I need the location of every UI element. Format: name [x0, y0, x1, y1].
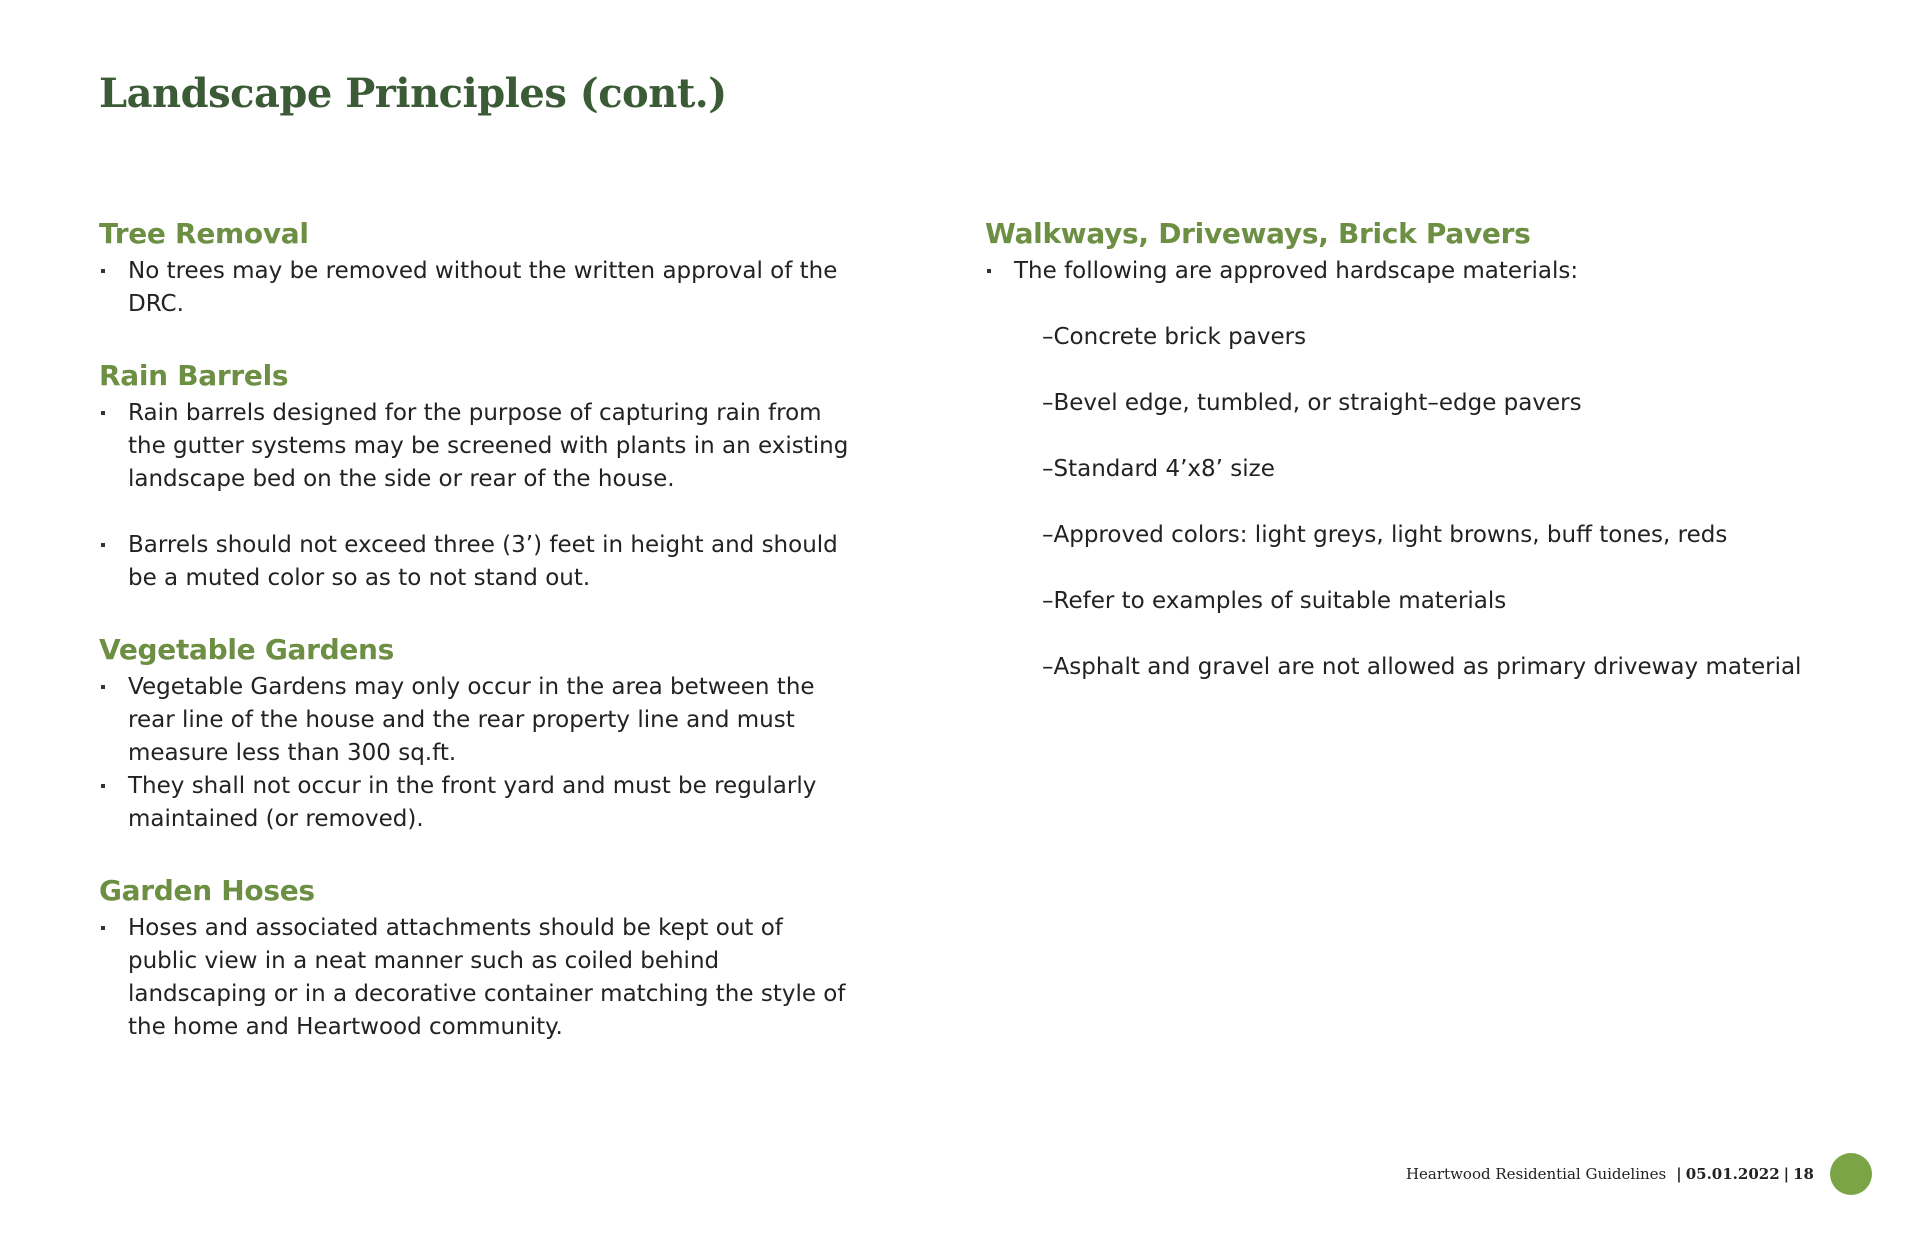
material-item: –Approved colors: light greys, light browns, buff tones, reds: [1042, 522, 1728, 548]
section-vegetable-gardens: [99, 629, 859, 836]
section-heading: Rain Barrels: [99, 359, 289, 392]
bullet-item: The following are approved hardscape materials:: [985, 255, 1805, 288]
bullet-icon: [101, 269, 105, 273]
material-item: –Refer to examples of suitable materials: [1042, 588, 1507, 614]
bullet-item: Hoses and associated attachments should be kept out of public view in a neat manner such as coiled behind landscaping or in a decorative container matching the style of the home and Heartwood community.: [99, 912, 859, 1044]
right-column: [985, 213, 1805, 718]
section-heading: Vegetable Gardens: [99, 633, 395, 666]
footer-separator: |: [1783, 1165, 1790, 1183]
bullet-item: Vegetable Gardens may only occur in the area between the rear line of the house and the rear property line and must measure less than 300 sq.ft.: [99, 671, 859, 770]
bullet-list: [99, 255, 859, 321]
bullet-list: [99, 912, 859, 1044]
section-heading: Tree Removal: [99, 217, 309, 250]
material-item: –Asphalt and gravel are not allowed as primary driveway material: [1042, 654, 1802, 680]
material-item: –Standard 4’x8’ size: [1042, 456, 1275, 482]
material-item: –Bevel edge, tumbled, or straight–edge pavers: [1042, 390, 1582, 416]
bullet-icon: [101, 685, 105, 689]
bullet-icon: [101, 784, 105, 788]
materials-list: [985, 321, 1805, 684]
material-item: –Concrete brick pavers: [1042, 324, 1307, 350]
page-title: Landscape Principles (cont.): [99, 70, 727, 117]
section-tree-removal: [99, 213, 859, 321]
bullet-icon: [101, 411, 105, 415]
bullet-item: They shall not occur in the front yard and must be regularly maintained (or removed).: [99, 770, 859, 836]
section-heading: Garden Hoses: [99, 874, 315, 907]
footer-meta: [1676, 1165, 1814, 1183]
bullet-list: [99, 397, 859, 595]
footer-date: 05.01.2022: [1685, 1165, 1780, 1183]
bullet-icon: [987, 269, 991, 273]
page-number: 18: [1793, 1165, 1814, 1183]
section-heading: Walkways, Driveways, Brick Pavers: [985, 217, 1531, 250]
footer-separator: |: [1676, 1165, 1682, 1183]
bullet-icon: [101, 543, 105, 547]
bullet-item: Barrels should not exceed three (3’) feet in height and should be a muted color so as to not stand out.: [99, 529, 859, 595]
bullet-icon: [101, 926, 105, 930]
section-walkways-driveways-pavers: [985, 213, 1805, 684]
bullet-list: [985, 255, 1805, 288]
bullet-list: [99, 671, 859, 836]
footer-doc-title: Heartwood Residential Guidelines: [1405, 1165, 1667, 1183]
section-rain-barrels: [99, 355, 859, 595]
left-column: [99, 213, 859, 1078]
green-dot-icon: [1830, 1153, 1872, 1195]
section-garden-hoses: [99, 870, 859, 1044]
page-footer: [1406, 1153, 1872, 1195]
bullet-item: No trees may be removed without the written approval of the DRC.: [99, 255, 859, 321]
bullet-item: Rain barrels designed for the purpose of capturing rain from the gutter systems may be screened with plants in an existing landscape bed on the side or rear of the house.: [99, 397, 859, 496]
